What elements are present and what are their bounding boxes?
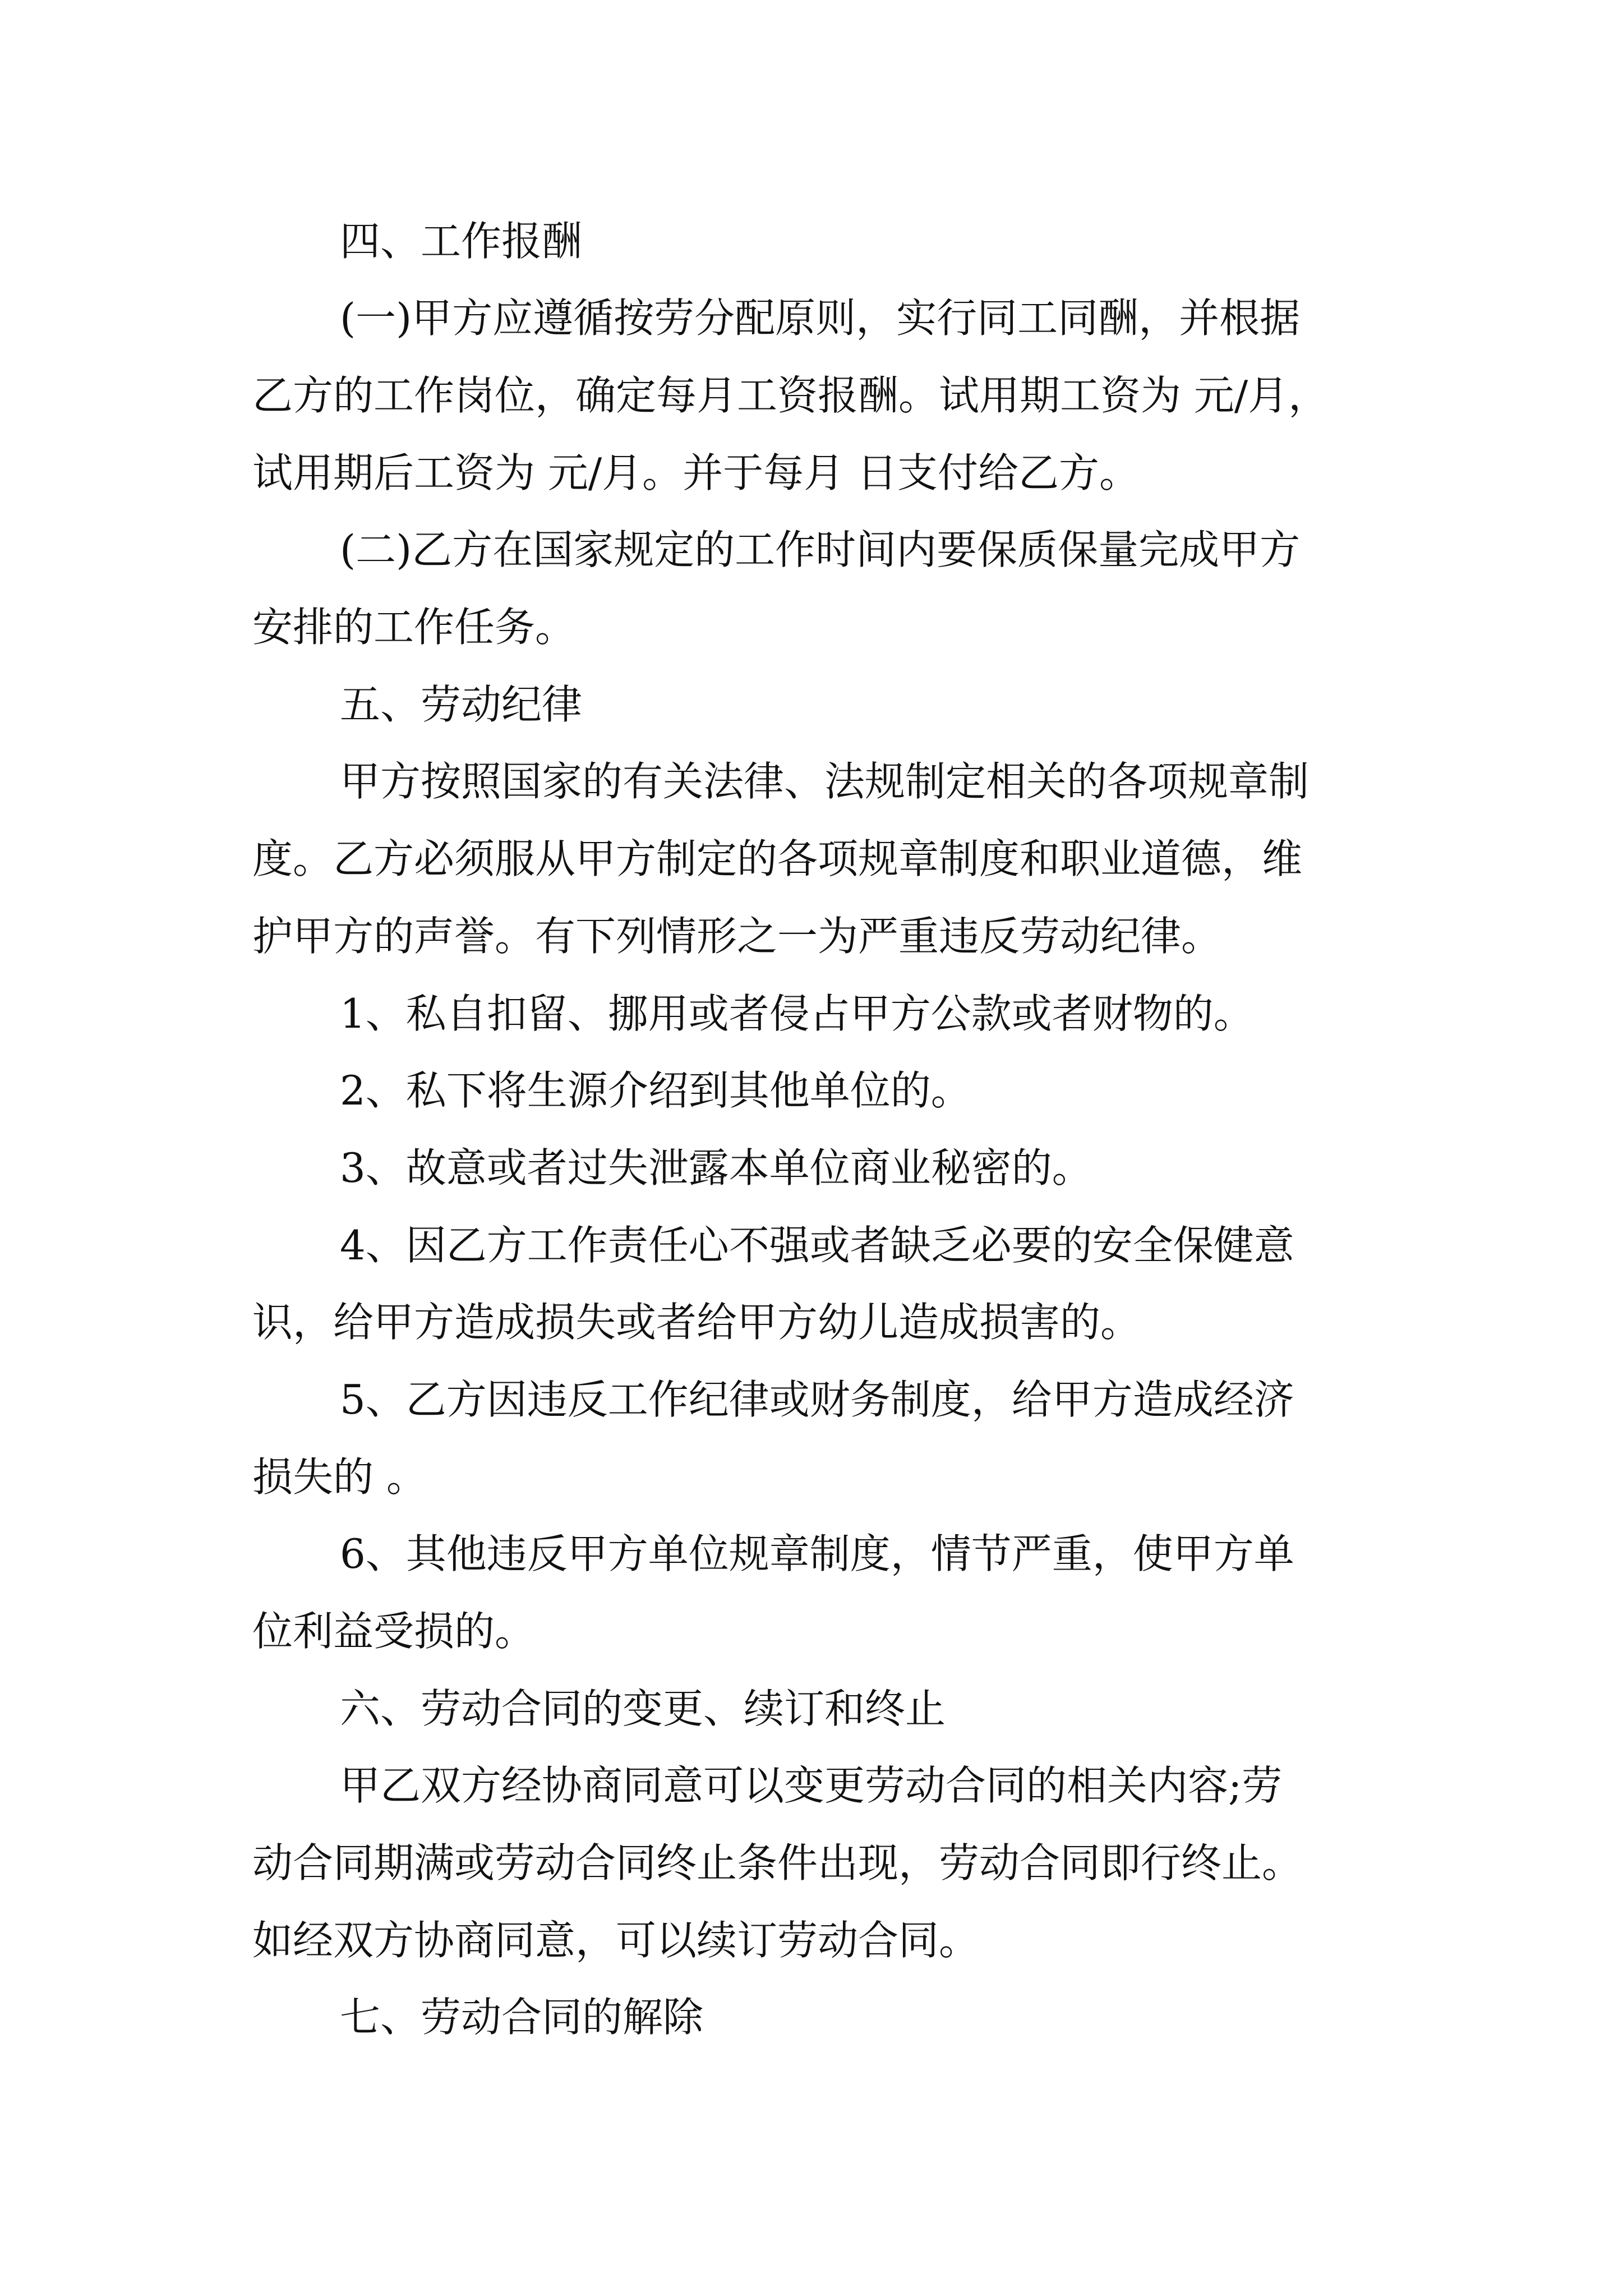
- paragraph-line: 如经双方协商同意，可以续订劳动合同。: [252, 1917, 980, 1964]
- section-heading-5: 五、劳动纪律: [340, 681, 583, 728]
- paragraph-line: 安排的工作任务。: [252, 604, 576, 651]
- paragraph-line: 甲方按照国家的有关法律、法规制定相关的各项规章制: [340, 758, 1310, 805]
- paragraph-line: (二)乙方在国家规定的工作时间内要保质保量完成甲方: [340, 526, 1301, 573]
- list-item-continuation: 位利益受损的。: [252, 1608, 536, 1655]
- list-item: 5、乙方因违反工作纪律或财务制度，给甲方造成经济: [340, 1376, 1294, 1423]
- list-item-continuation: 损失的 。: [252, 1453, 427, 1501]
- list-item: 4、因乙方工作责任心不强或者缺乏必要的安全保健意: [340, 1222, 1294, 1269]
- list-item: 2、私下将生源介绍到其他单位的。: [340, 1067, 971, 1114]
- list-item-continuation: 识，给甲方造成损失或者给甲方幼儿造成损害的。: [252, 1299, 1141, 1346]
- section-heading-6: 六、劳动合同的变更、续订和终止: [340, 1685, 946, 1732]
- paragraph-line: 试用期后工资为 元/月。并于每月 日支付给乙方。: [252, 449, 1140, 496]
- paragraph-line: 度。乙方必须服从甲方制定的各项规章制度和职业道德，维: [252, 835, 1303, 882]
- paragraph-line: 动合同期满或劳动合同终止条件出现，劳动合同即行终止。: [252, 1839, 1303, 1887]
- paragraph-line: (一)甲方应遵循按劳分配原则，实行同工同酬，并根据: [340, 295, 1301, 342]
- list-item: 3、故意或者过失泄露本单位商业秘密的。: [340, 1144, 1092, 1191]
- list-item: 1、私自扣留、挪用或者侵占甲方公款或者财物的。: [340, 990, 1254, 1037]
- paragraph-line: 甲乙双方经协商同意可以变更劳动合同的相关内容;劳: [340, 1762, 1283, 1809]
- list-item: 6、其他违反甲方单位规章制度，情节严重，使甲方单: [340, 1530, 1294, 1577]
- paragraph-line: 乙方的工作岗位，确定每月工资报酬。试用期工资为 元/月，: [252, 372, 1329, 419]
- section-heading-4: 四、工作报酬: [340, 218, 583, 265]
- section-heading-7: 七、劳动合同的解除: [340, 1994, 704, 2041]
- paragraph-line: 护甲方的声誉。有下列情形之一为严重违反劳动纪律。: [252, 913, 1222, 960]
